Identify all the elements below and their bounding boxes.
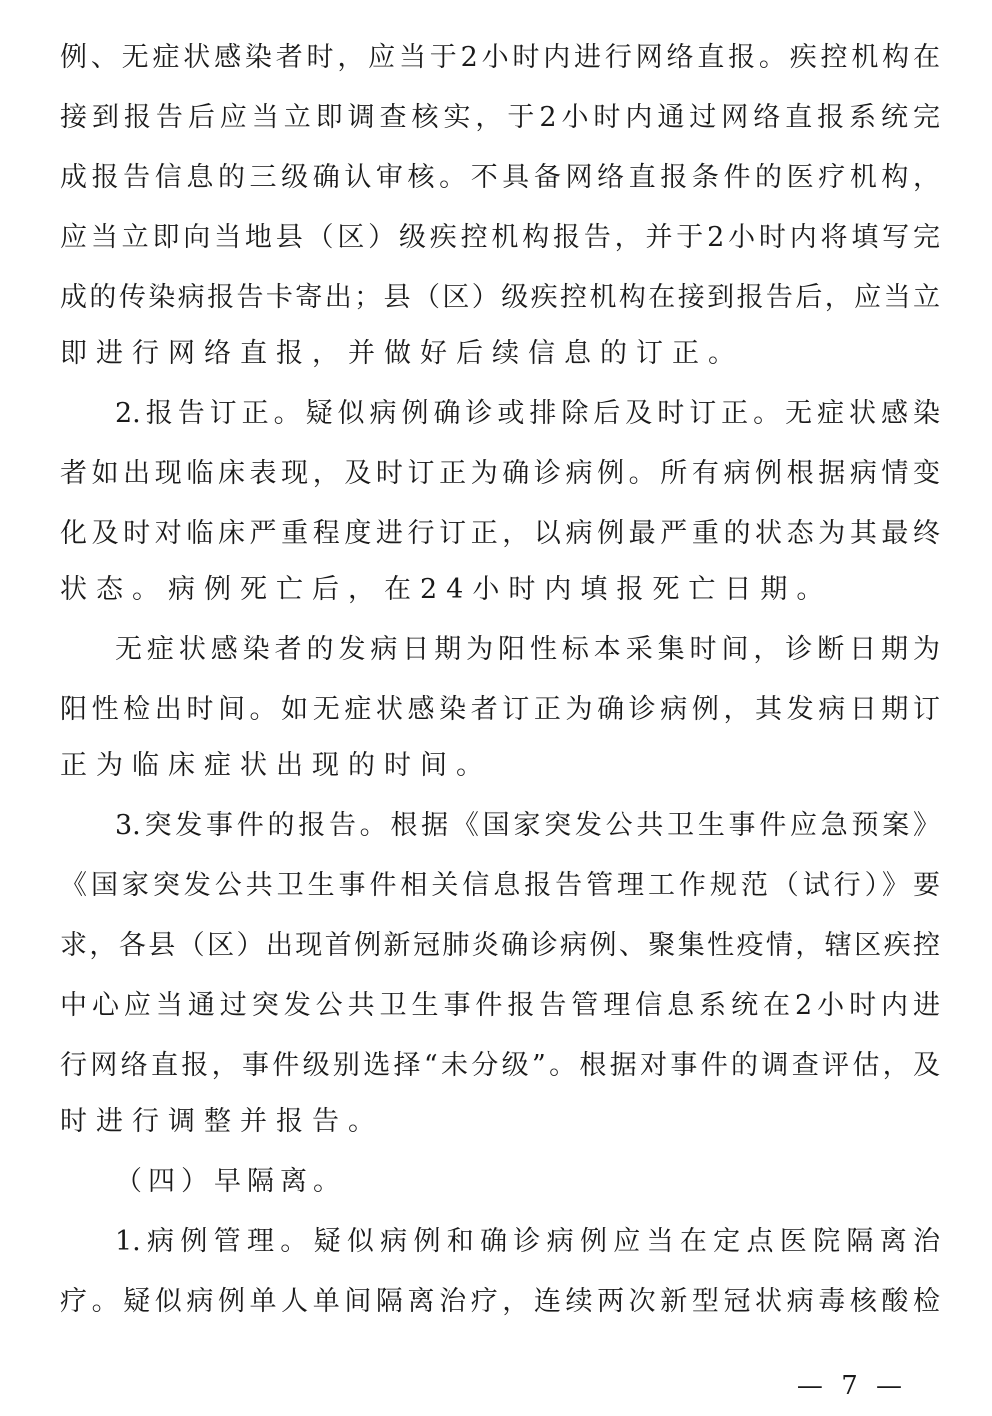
page-dash-right: — (876, 1371, 902, 1401)
text-line-5: 成的传染病报告卡寄出；县（区）级疾控机构在接到报告后，应当立 (60, 282, 940, 313)
text-line-2: 接到报告后应当立即调查核实，于2小时内通过网络直报系统完 (60, 102, 940, 133)
text-line-14: 3.突发事件的报告。根据《国家突发公共卫生事件应急预案》 (115, 810, 940, 841)
text-line-11: 无症状感染者的发病日期为阳性标本采集时间，诊断日期为 (115, 634, 940, 665)
text-line-10: 状态。病例死亡后，在24小时内填报死亡日期。 (60, 574, 833, 605)
text-line-7: 2.报告订正。疑似病例确诊或排除后及时订正。无症状感染 (115, 398, 940, 429)
page-dash-left: — (796, 1371, 823, 1401)
text-line-15: 《国家突发公共卫生事件相关信息报告管理工作规范（试行）》要 (60, 870, 940, 901)
text-line-3: 成报告信息的三级确认审核。不具备网络直报条件的医疗机构， (60, 162, 940, 193)
text-line-12: 阳性检出时间。如无症状感染者订正为确诊病例，其发病日期订 (60, 694, 940, 725)
text-line-1: 例、无症状感染者时，应当于2小时内进行网络直报。疾控机构在 (60, 42, 940, 73)
text-line-6: 即进行网络直报，并做好后续信息的订正。 (60, 338, 744, 369)
text-line-16: 求，各县（区）出现首例新冠肺炎确诊病例、聚集性疫情，辖区疾控 (60, 930, 940, 961)
text-line-9: 化及时对临床严重程度进行订正，以病例最严重的状态为其最终 (60, 518, 940, 549)
text-line-13: 正为临床症状出现的时间。 (60, 750, 492, 781)
page-footer (787, 1368, 912, 1404)
text-line-8: 者如出现临床表现，及时订正为确诊病例。所有病例根据病情变 (60, 458, 940, 489)
section-heading: （四）早隔离。 (115, 1166, 346, 1197)
text-line-18: 行网络直报，事件级别选择“未分级”。根据对事件的调查评估，及 (60, 1050, 940, 1081)
text-line-21: 1.病例管理。疑似病例和确诊病例应当在定点医院隔离治 (115, 1226, 940, 1257)
text-line-22: 疗。疑似病例单人单间隔离治疗，连续两次新型冠状病毒核酸检 (60, 1286, 940, 1317)
text-line-19: 时进行调整并报告。 (60, 1106, 384, 1137)
text-line-4: 应当立即向当地县（区）级疾控机构报告，并于2小时内将填写完 (60, 222, 940, 253)
page-number: 7 (841, 1371, 858, 1401)
text-line-17: 中心应当通过突发公共卫生事件报告管理信息系统在2小时内进 (60, 990, 940, 1021)
